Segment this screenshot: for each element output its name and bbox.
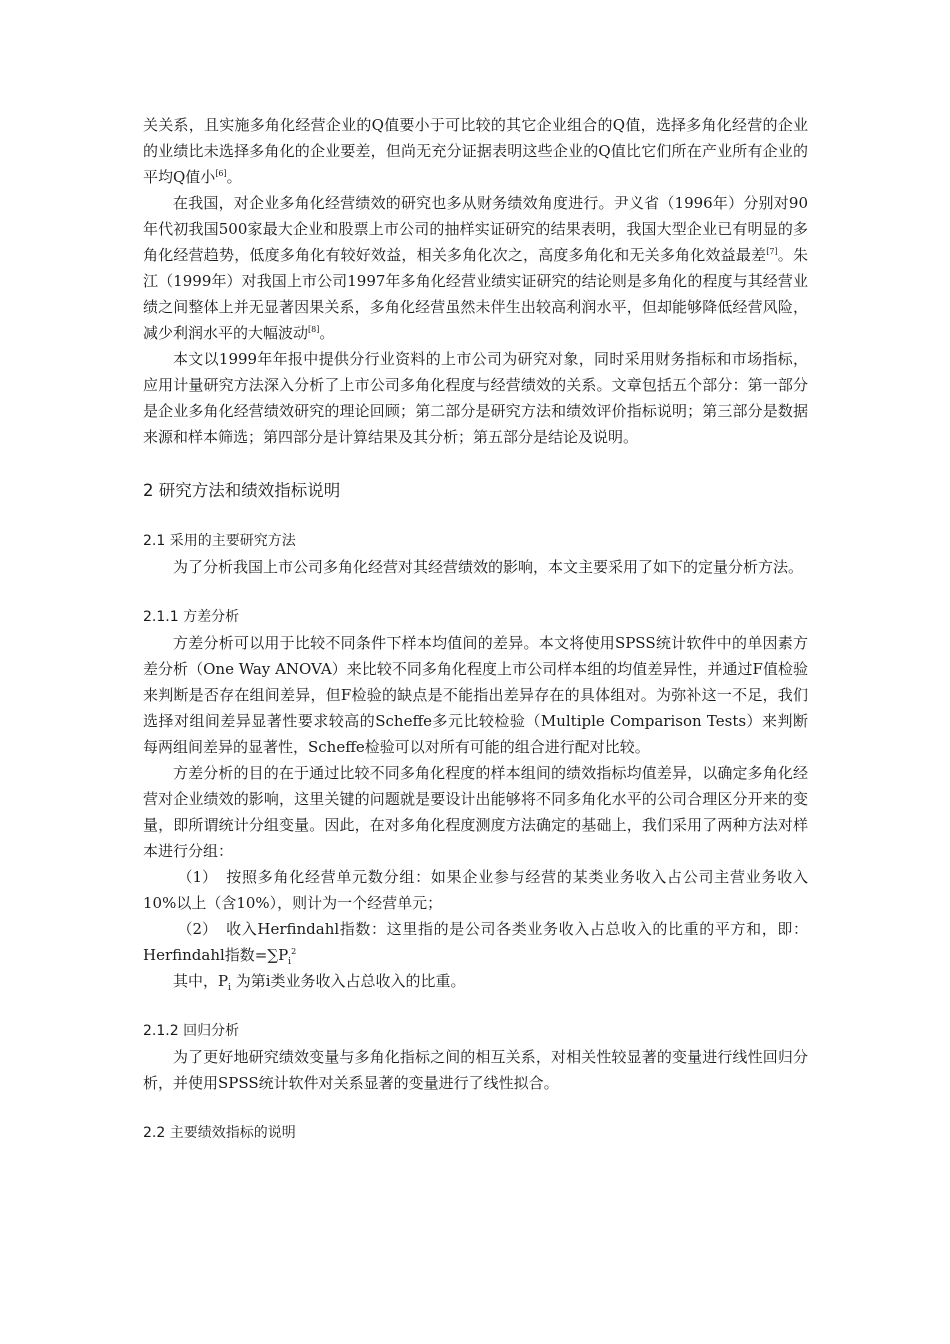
citation-ref-7: [7]	[766, 247, 778, 256]
paragraph-anova-purpose: 方差分析的目的在于通过比较不同多角化程度的样本组间的绩效指标均值差异，以确定多角化经营对企业绩效的影响，这里关键的问题就是要设计出能够将不同多角化水平的公司合理区分开来的变量，即所谓统计分组变量。因此，在对多角化程度测度方法确定的基础上，我们采用了两种方法对样本进行分组：	[143, 764, 808, 860]
list-number: （2）	[177, 920, 218, 938]
paragraph-text: 在我国，对企业多角化经营绩效的研究也多从财务绩效角度进行。尹义省（1996年）分别对90年代初我国500家最大企业和股票上市公司的抽样实证研究的结果表明，我国大型企业已有明显的多角化经营趋势，低度多角化有较好效益，相关多角化次之，高度多角化和无关多角化效益最差	[143, 194, 808, 264]
superscript-2: 2	[291, 947, 297, 956]
section-heading-2-2: 2.2 主要绩效指标的说明	[143, 1125, 296, 1141]
paragraph-anova: 方差分析可以用于比较不同条件下样本均值间的差异。本文将使用SPSS统计软件中的单因素方差分析（One Way ANOVA）来比较不同多角化程度上市公司样本组的均值差异性，并通过F值检验来判断是否存在组间差异，但F检验的缺点是不能指出差异存在的具体组对。为弥补这一不足，我们选择对组间差异显著性要求较高的Scheffe多元比较检验（Multiple Comparison Tests）来判断每两组间差异的显著性，Scheffe检验可以对所有可能的组合进行配对比较。	[143, 634, 808, 756]
section-heading-2-1: 2.1 采用的主要研究方法	[143, 533, 296, 549]
list-text: 按照多角化经营单元数分组：如果企业参与经营的某类业务收入占公司主营业务收入10%以上（含10%），则计为一个经营单元；	[143, 868, 808, 912]
list-number: （1）	[177, 868, 218, 886]
paragraph-text: 。朱江（1999年）对我国上市公司1997年多角化经营业绩实证研究的结论则是多角化的程度与其经营业绩之间整体上并无显著因果关系，多角化经营虽然未伴生出较高利润水平，但却能够降低经营风险，减少利润水平的大幅波动	[143, 246, 808, 342]
paragraph-pi-definition	[143, 968, 808, 994]
list-item-2	[143, 916, 808, 968]
section-heading-2: 2 研究方法和绩效指标说明	[143, 481, 341, 500]
section-heading-2-1-2: 2.1.2 回归分析	[143, 1023, 240, 1039]
subscript-i: i	[288, 957, 292, 967]
paragraph-text: 关关系，且实施多角化经营企业的Q值要小于可比较的其它企业组合的Q值，选择多角化经营的企业的业绩比未选择多角化的企业要差，但尚无充分证据表明这些企业的Q值比它们所在产业所有企业的平均Q值小	[143, 116, 808, 186]
paragraph-end: 。	[319, 324, 335, 342]
paragraph-article-outline: 本文以1999年年报中提供分行业资料的上市公司为研究对象，同时采用财务指标和市场指标，应用计量研究方法深入分析了上市公司多角化程度与经营绩效的关系。文章包括五个部分：第一部分是企业多角化经营绩效研究的理论回顾；第二部分是研究方法和绩效评价指标说明；第三部分是数据来源和样本筛选；第四部分是计算结果及其分析；第五部分是结论及说明。	[143, 350, 808, 446]
citation-ref-8: [8]	[308, 325, 320, 334]
list-text: 收入Herfindahl指数：这里指的是公司各类业务收入占总收入的比重的平方和，即：Herfindahl指数=∑P	[143, 920, 808, 964]
paragraph-end: 。	[226, 168, 242, 186]
list-item-1	[143, 864, 808, 916]
paragraph-intro-continued	[143, 112, 808, 190]
paragraph-regression: 为了更好地研究绩效变量与多角化指标之间的相互关系，对相关性较显著的变量进行线性回归分析，并使用SPSS统计软件对关系显著的变量进行了线性拟合。	[143, 1048, 808, 1092]
citation-ref-6: [6]	[215, 169, 227, 178]
paragraph-methods-intro: 为了分析我国上市公司多角化经营对其经营绩效的影响，本文主要采用了如下的定量分析方法。	[173, 558, 804, 576]
section-heading-2-1-1: 2.1.1 方差分析	[143, 609, 240, 625]
paragraph-text: 为第i类业务收入占总收入的比重。	[230, 972, 466, 990]
paragraph-text: 其中，P	[173, 972, 229, 990]
subscript-i: i	[228, 983, 231, 993]
paragraph-china-studies	[143, 190, 808, 346]
document-page	[143, 112, 808, 1146]
